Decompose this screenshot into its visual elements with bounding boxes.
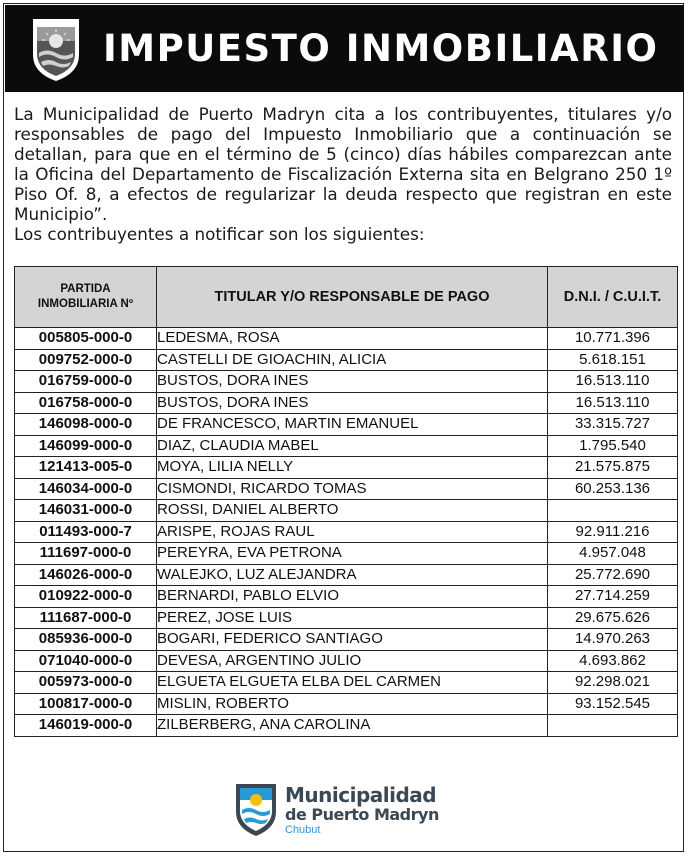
dni-cell: 21.575.875 xyxy=(548,457,678,479)
dni-cell: 60.253.136 xyxy=(548,478,678,500)
brand-line-1: Municipalidad xyxy=(285,783,437,807)
titular-cell: CASTELLI DE GIOACHIN, ALICIA xyxy=(157,349,548,371)
column-header-partida xyxy=(15,267,157,328)
table-row xyxy=(15,672,678,694)
titular-cell: ELGUETA ELGUETA ELBA DEL CARMEN xyxy=(157,672,548,694)
dni-cell: 33.315.727 xyxy=(548,414,678,436)
dni-cell: 14.970.263 xyxy=(548,629,678,651)
table-row xyxy=(15,500,678,522)
partida-cell: 010922-000-0 xyxy=(15,586,157,608)
table-row xyxy=(15,478,678,500)
brand-line-2: de Puerto Madryn xyxy=(285,805,439,824)
table-header-row xyxy=(15,267,678,328)
table-row xyxy=(15,371,678,393)
table-row xyxy=(15,586,678,608)
titular-cell: PEREYRA, EVA PETRONA xyxy=(157,543,548,565)
table-row xyxy=(15,564,678,586)
column-header-dni: D.N.I. / C.U.I.T. xyxy=(548,267,678,328)
titular-cell: PEREZ, JOSE LUIS xyxy=(157,607,548,629)
table-row xyxy=(15,328,678,350)
partida-cell: 146099-000-0 xyxy=(15,435,157,457)
titular-cell: DEVESA, ARGENTINO JULIO xyxy=(157,650,548,672)
header-banner xyxy=(5,5,684,92)
table-row xyxy=(15,543,678,565)
dni-cell: 25.772.690 xyxy=(548,564,678,586)
dni-cell: 92.911.216 xyxy=(548,521,678,543)
column-header-partida-line2: INMOBILIARIA Nº xyxy=(37,298,134,310)
intro-paragraph: La Municipalidad de Puerto Madryn cita a los contribuyentes, titulares y/o responsables de pago del Impuesto Inmobiliario que a continuación se detallan, para que en el término de 5 (cinco) días hábiles comparezcan ante la Oficina del Departamento de Fiscalización Externa sita en Belgrano 250 1º Piso Of. 8, a efectos de regularizar la deuda respecto que registran en este Municipio”. xyxy=(14,104,672,224)
intro-list-lead: Los contribuyentes a notificar son los siguientes: xyxy=(14,224,425,244)
table-row xyxy=(15,392,678,414)
dni-cell: 27.714.259 xyxy=(548,586,678,608)
dni-cell: 10.771.396 xyxy=(548,328,678,350)
column-header-titular: TITULAR Y/O RESPONSABLE DE PAGO xyxy=(157,267,548,328)
partida-cell: 111697-000-0 xyxy=(15,543,157,565)
titular-cell: ROSSI, DANIEL ALBERTO xyxy=(157,500,548,522)
column-header-partida-line1: PARTIDA xyxy=(60,283,111,295)
titular-cell: DE FRANCESCO, MARTIN EMANUEL xyxy=(157,414,548,436)
partida-cell: 085936-000-0 xyxy=(15,629,157,651)
footer-crest-icon xyxy=(232,780,280,838)
table-row xyxy=(15,693,678,715)
table-row xyxy=(15,521,678,543)
partida-cell: 121413-005-0 xyxy=(15,457,157,479)
intro-text xyxy=(14,104,672,244)
dni-cell: 4.693.862 xyxy=(548,650,678,672)
titular-cell: ZILBERBERG, ANA CAROLINA xyxy=(157,715,548,737)
dni-cell: 5.618.151 xyxy=(548,349,678,371)
partida-cell: 146019-000-0 xyxy=(15,715,157,737)
titular-cell: BERNARDI, PABLO ELVIO xyxy=(157,586,548,608)
table-row xyxy=(15,629,678,651)
table-row xyxy=(15,715,678,737)
partida-cell: 016759-000-0 xyxy=(15,371,157,393)
titular-cell: CISMONDI, RICARDO TOMAS xyxy=(157,478,548,500)
dni-cell xyxy=(548,500,678,522)
partida-cell: 071040-000-0 xyxy=(15,650,157,672)
partida-cell: 146031-000-0 xyxy=(15,500,157,522)
dni-cell: 29.675.626 xyxy=(548,607,678,629)
titular-cell: DIAZ, CLAUDIA MABEL xyxy=(157,435,548,457)
dni-cell: 93.152.545 xyxy=(548,693,678,715)
partida-cell: 146098-000-0 xyxy=(15,414,157,436)
page-title: IMPUESTO INMOBILIARIO xyxy=(103,27,659,70)
titular-cell: BUSTOS, DORA INES xyxy=(157,371,548,393)
titular-cell: BOGARI, FEDERICO SANTIAGO xyxy=(157,629,548,651)
table-row xyxy=(15,414,678,436)
titular-cell: BUSTOS, DORA INES xyxy=(157,392,548,414)
table-row xyxy=(15,650,678,672)
dni-cell: 16.513.110 xyxy=(548,392,678,414)
titular-cell: LEDESMA, ROSA xyxy=(157,328,548,350)
partida-cell: 100817-000-0 xyxy=(15,693,157,715)
dni-cell: 1.795.540 xyxy=(548,435,678,457)
partida-cell: 009752-000-0 xyxy=(15,349,157,371)
partida-cell: 111687-000-0 xyxy=(15,607,157,629)
dni-cell: 16.513.110 xyxy=(548,371,678,393)
partida-cell: 011493-000-7 xyxy=(15,521,157,543)
table-row xyxy=(15,435,678,457)
brand-line-3: Chubut xyxy=(285,824,321,836)
titular-cell: MOYA, LILIA NELLY xyxy=(157,457,548,479)
municipal-crest-icon xyxy=(27,17,85,83)
dni-cell xyxy=(548,715,678,737)
municipality-logo xyxy=(285,784,439,836)
partida-cell: 005973-000-0 xyxy=(15,672,157,694)
dni-cell: 92.298.021 xyxy=(548,672,678,694)
partida-cell: 016758-000-0 xyxy=(15,392,157,414)
dni-cell: 4.957.048 xyxy=(548,543,678,565)
table-row xyxy=(15,607,678,629)
taxpayers-table xyxy=(14,266,678,737)
titular-cell: ARISPE, ROJAS RAUL xyxy=(157,521,548,543)
titular-cell: MISLIN, ROBERTO xyxy=(157,693,548,715)
table-row xyxy=(15,457,678,479)
titular-cell: WALEJKO, LUZ ALEJANDRA xyxy=(157,564,548,586)
table-row xyxy=(15,349,678,371)
partida-cell: 146026-000-0 xyxy=(15,564,157,586)
partida-cell: 146034-000-0 xyxy=(15,478,157,500)
partida-cell: 005805-000-0 xyxy=(15,328,157,350)
